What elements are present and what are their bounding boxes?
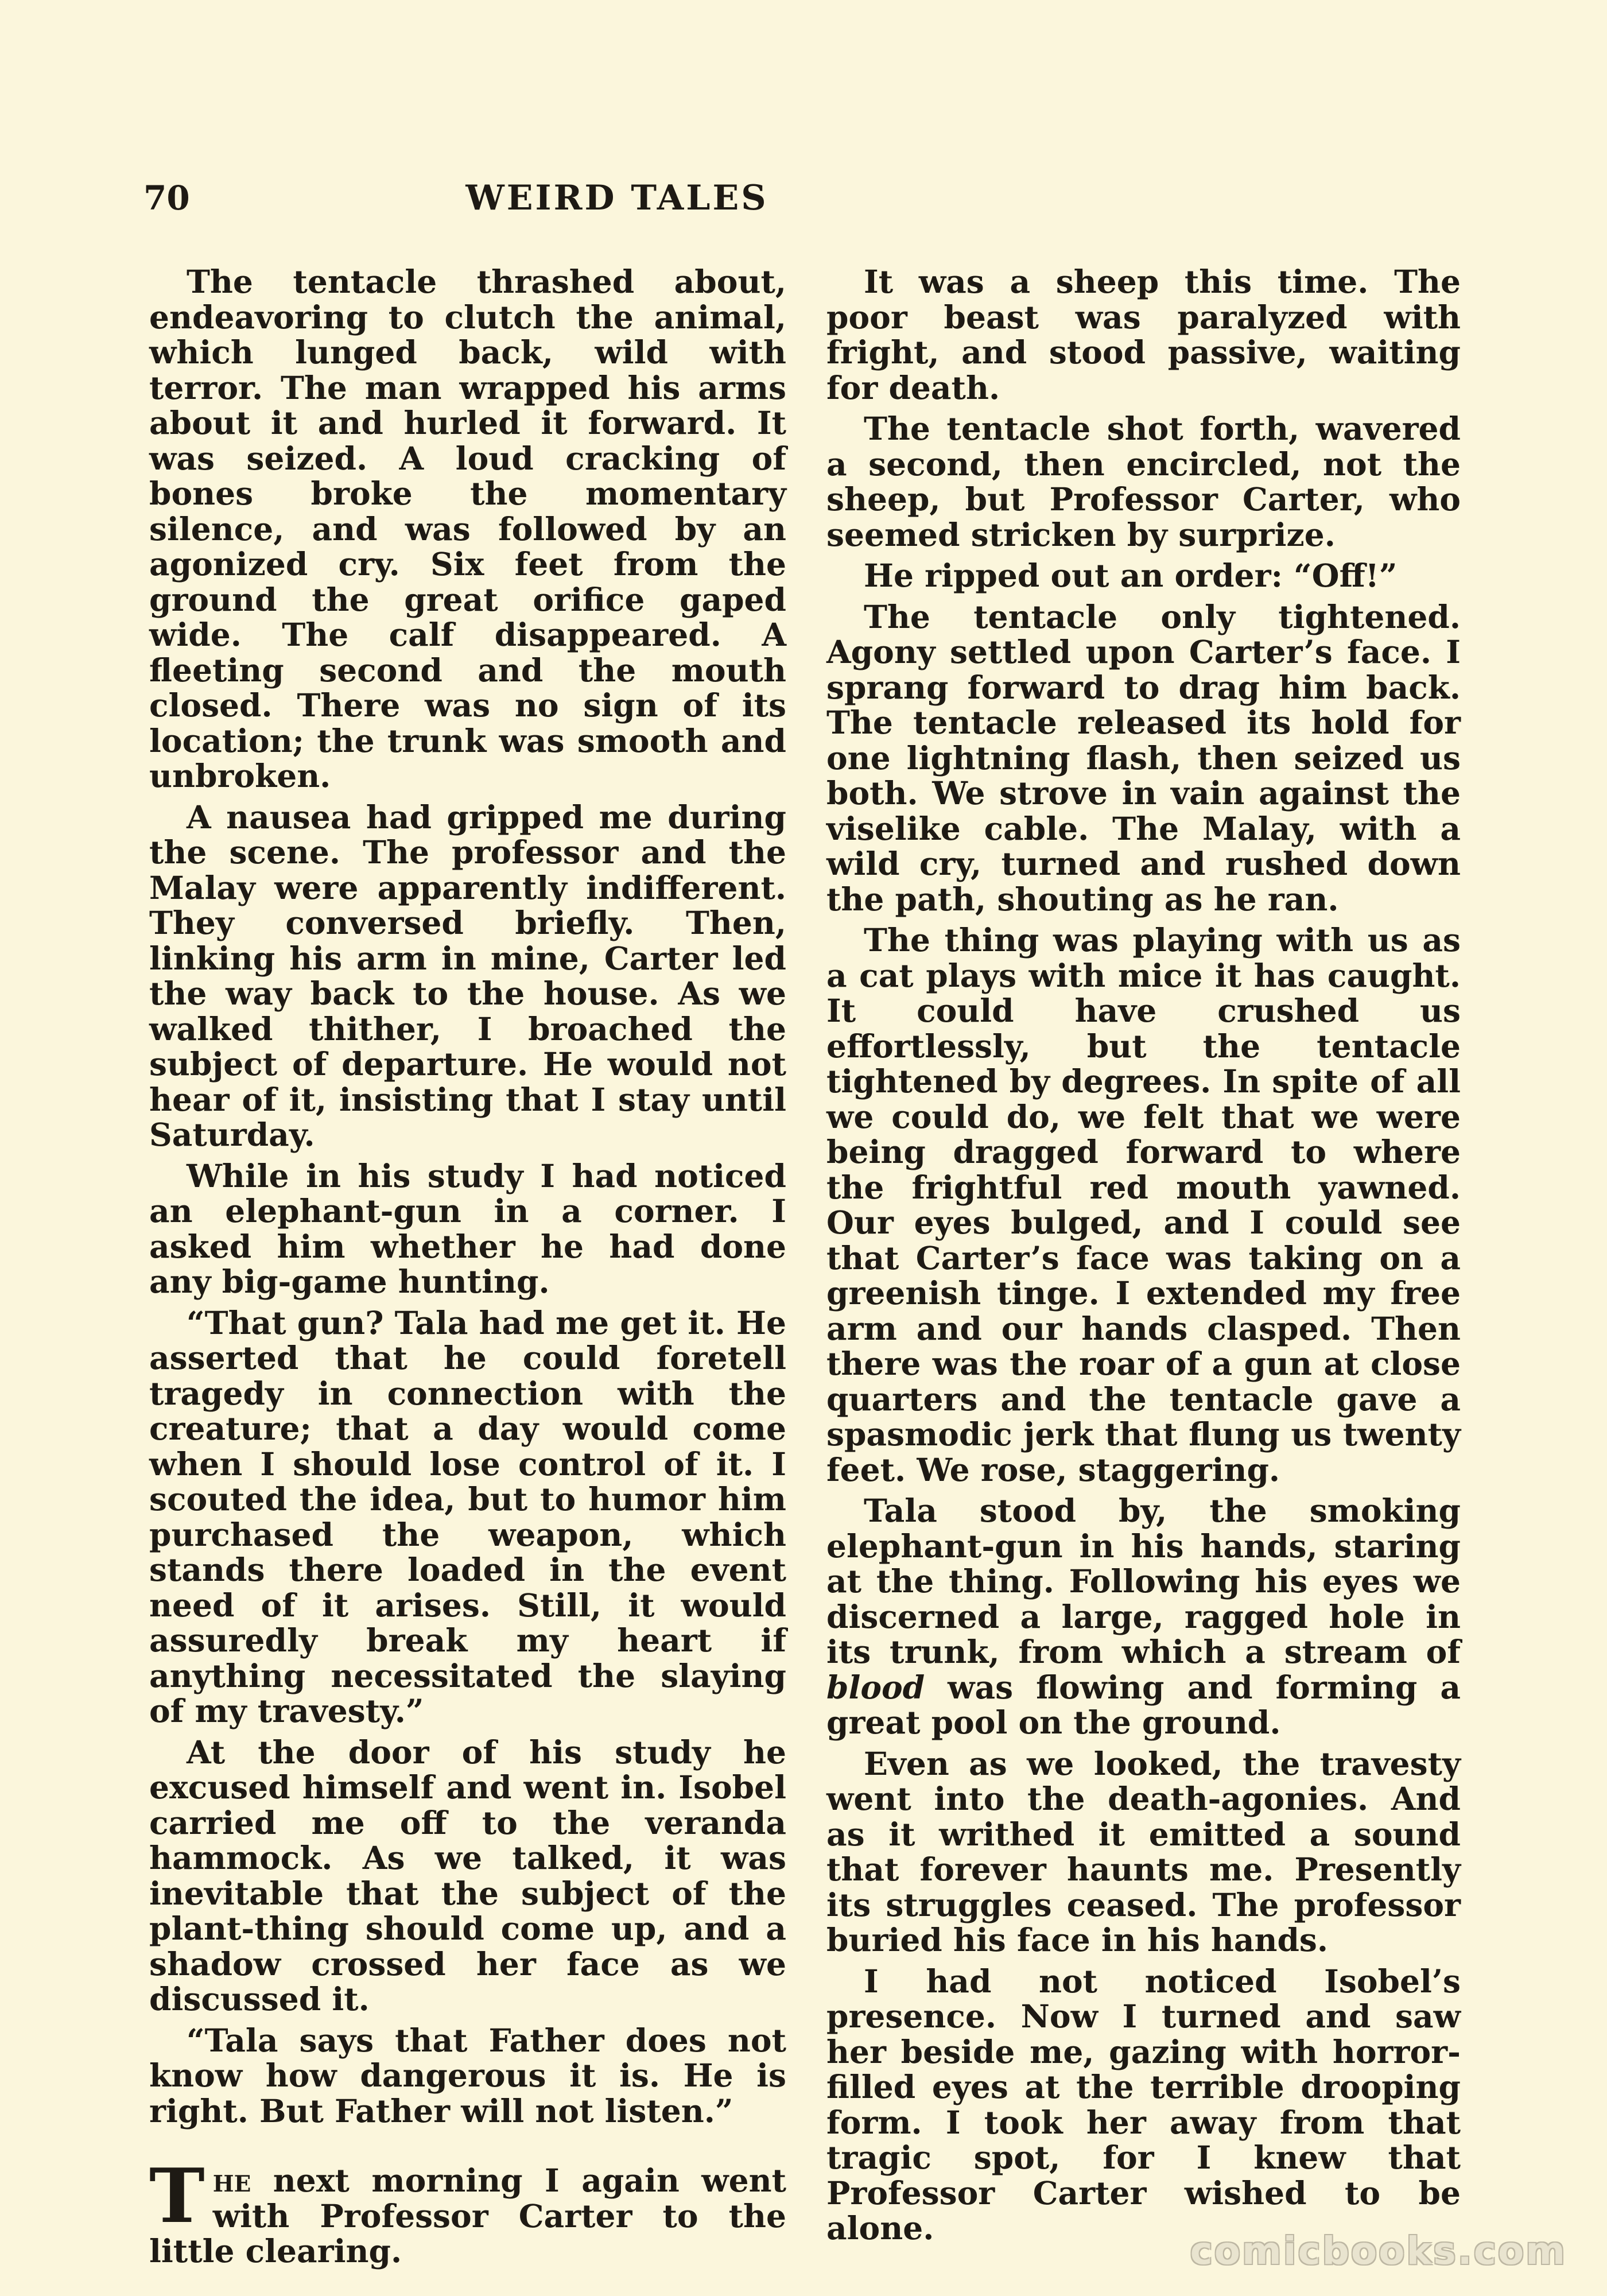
paragraph: He ripped out an order: “Off!” (864, 557, 1398, 594)
paragraph: The tentacle shot forth, wavered a second, then encircled, not the sheep, but Professor Carter, who seemed stricken by surprize. (826, 410, 1461, 553)
paragraph: The tentacle thrashed about, endeavoring to clutch the animal, which lunged back, wild with terror. The man wrapped his arms about it and hurled it forward. It was seized. A loud cracking of bones broke the momentary silence, and was followed by an agonized cry. Six feet from the ground the great orifice gaped wide. The calf disappeared. A fleeting second and the mouth closed. There was no sign of its location; the trunk was smooth and unbroken. (149, 263, 786, 794)
small-caps-lead: he (212, 2162, 251, 2199)
paragraph: “Tala says that Father does not know how dangerous it is. He is right. But Father will not listen.” (149, 2021, 786, 2130)
paragraph: Even as we looked, the travesty went into the death-agonies. And as it writhed it emitted a sound that forever haunts me. Presently its struggles ceased. The professor buried his face in his hands. (826, 1744, 1461, 1958)
page-number: 70 (143, 179, 190, 218)
left-column (149, 264, 786, 2275)
paragraph: A nausea had gripped me during the scene. The professor and the Malay were apparently indifferent. They conversed briefly. Then, linking his arm in mine, Carter led the way back to the house. As we walked thither, I broached the subject of departure. He would not hear of it, insisting that I stay until Saturday. (149, 798, 786, 1153)
section-opening-paragraph (149, 2152, 786, 2270)
page-header (143, 172, 1090, 224)
paragraph: “That gun? Tala had me get it. He asserted that he could foretell tragedy in connection with the creature; that a day would come when I should lose control of it. I scouted the idea, but to humor him purchased the weapon, which stands there loaded in the event need of it arises. Still, it would assuredly break my heart if anything necessitated the slaying of my travesty.” (149, 1304, 786, 1729)
paragraph: At the door of his study he excused himself and went in. Isobel carried me off to the veranda hammock. As we talked, it was inevitable that the subject of the plant-thing should come up, and a shadow crossed her face as we discussed it. (149, 1733, 786, 2018)
watermark: comicbooks.com (1190, 2229, 1567, 2273)
emphasized-word: blood (826, 1668, 925, 1706)
drop-cap: T (149, 2152, 205, 2240)
paragraph: The thing was playing with us as a cat plays with mice it has caught. It could have crushed us effortlessly, but the tentacle tightened by degrees. In spite of all we could do, we felt that we were being dragged forward to where the frightful red mouth yawned. Our eyes bulged, and I could see that Carter’s face was taking on a greenish tinge. I extended my free arm and our hands clasped. Then there was the roar of a gun at close quarters and the tentacle gave a spasmodic jerk that flung us twenty feet. We rose, staggering. (826, 921, 1461, 1488)
paragraph: The tentacle only tightened. Agony settled upon Carter’s face. I sprang forward to drag him back. The tentacle released its hold for one lightning flash, then seized us both. We strove in vain against the viselike cable. The Malay, with a wild cry, turned and rushed down the path, shouting as he ran. (826, 598, 1461, 918)
paragraph-text: was flowing and forming a great pool on the ground. (826, 1668, 1461, 1741)
magazine-title: WEIRD TALES (465, 178, 768, 218)
paragraph: While in his study I had noticed an elephant-gun in a corner. I asked him whether he had done any big-game hunting. (149, 1157, 786, 1300)
paragraph (826, 1493, 1461, 1740)
paragraph: I had not noticed Isobel’s presence. Now I turned and saw her beside me, gazing with horror-filled eyes at the terrible drooping form. I took her away from that tragic spot, for I knew that Professor Carter wished to be alone. (826, 1962, 1461, 2247)
right-column (826, 264, 1461, 2252)
paragraph-text: next morning I again went with Professor Carter to the little clearing. (149, 2162, 786, 2270)
paragraph-text: Tala stood by, the smoking elephant-gun in his hands, staring at the thing. Following his eyes we discerned a large, ragged hole in its trunk, from which a stream of (826, 1492, 1461, 1670)
paragraph: It was a sheep this time. The poor beast was paralyzed with fright, and stood passive, waiting for death. (826, 263, 1461, 406)
